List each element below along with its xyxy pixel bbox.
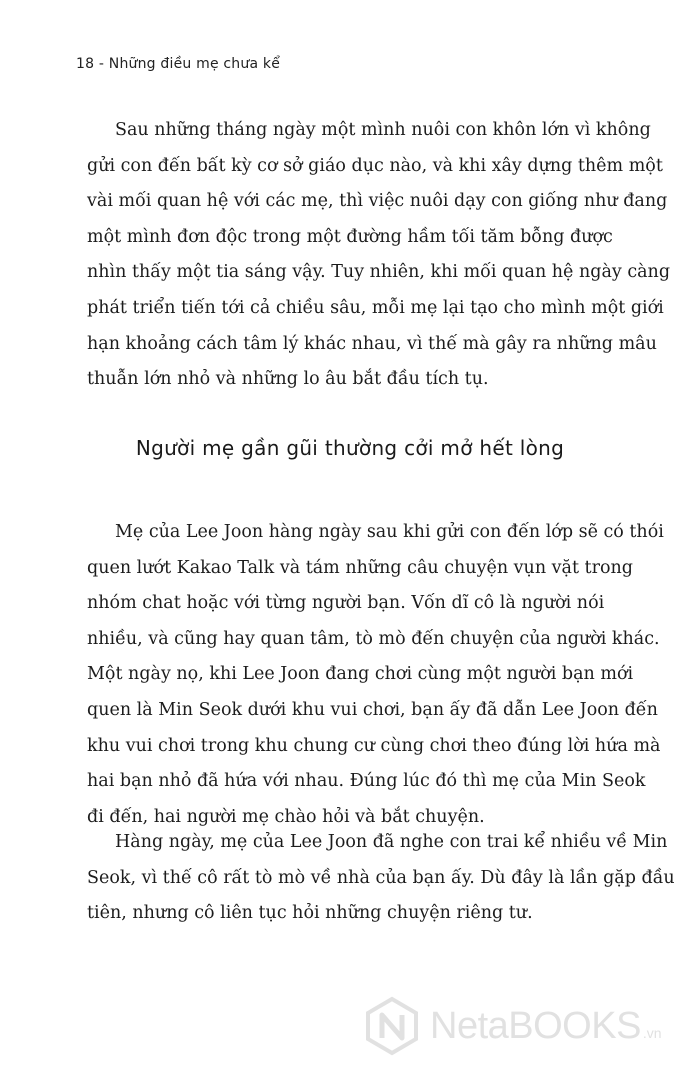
text-line: Mẹ của Lee Joon hàng ngày sau khi gửi con đến lớp sẽ có thói [115,522,664,542]
paragraph-2 [87,515,664,835]
text-line: thuẫn lớn nhỏ và những lo âu bắt đầu tích tụ. [87,369,489,390]
text-line: gửi con đến bất kỳ cơ sở giáo dục nào, và khi xây dựng thêm một [87,155,663,176]
watermark [362,996,662,1056]
paragraph-3 [87,825,675,932]
text-line: nhiều, và cũng hay quan tâm, tò mò đến chuyện của người khác. [87,628,660,649]
text-line: nhìn thấy một tia sáng vậy. Tuy nhiên, khi mối quan hệ ngày càng [87,262,671,283]
text-line: tiên, nhưng cô liên tục hỏi những chuyện riêng tư. [87,903,533,924]
text-line: hạn khoảng cách tâm lý khác nhau, vì thế mà gây ra những mâu [87,333,657,354]
text-line: Sau những tháng ngày một mình nuôi con khôn lớn vì không [115,120,651,140]
running-head: 18 - Những điều mẹ chưa kể [76,56,281,72]
section-heading: Người mẹ gần gũi thường cởi mở hết lòng [135,436,565,460]
text-line: phát triển tiến tới cả chiều sâu, mỗi mẹ lại tạo cho mình một giới [87,297,664,318]
text-line: Seok, vì thế cô rất tò mò về nhà của bạn ấy. Dù đây là lần gặp đầu [87,867,675,888]
watermark-text: NetaBOOKS [430,1004,641,1047]
text-line: đi đến, hai người mẹ chào hỏi và bắt chuyện. [87,806,485,827]
text-line: Hàng ngày, mẹ của Lee Joon đã nghe con trai kể nhiều về Min [115,832,668,852]
text-line: nhóm chat hoặc với từng người bạn. Vốn dĩ cô là người nói [87,593,605,614]
text-line: Một ngày nọ, khi Lee Joon đang chơi cùng một người bạn mới [87,664,634,685]
netabooks-logo-icon [362,996,422,1056]
paragraph-1 [87,113,671,398]
text-line: vài mối quan hệ với các mẹ, thì việc nuôi dạy con giống như đang [87,191,668,212]
text-line: quen là Min Seok dưới khu vui chơi, bạn ấy đã dẫn Lee Joon đến [87,699,658,720]
text-line: khu vui chơi trong khu chung cư cùng chơi theo đúng lời hứa mà [87,735,661,756]
watermark-suffix: .vn [642,1025,662,1041]
text-line: quen lướt Kakao Talk và tám những câu chuyện vụn vặt trong [87,557,633,578]
text-line: một mình đơn độc trong một đường hầm tối tăm bỗng được [87,226,613,247]
text-line: hai bạn nhỏ đã hứa với nhau. Đúng lúc đó thì mẹ của Min Seok [87,771,646,792]
